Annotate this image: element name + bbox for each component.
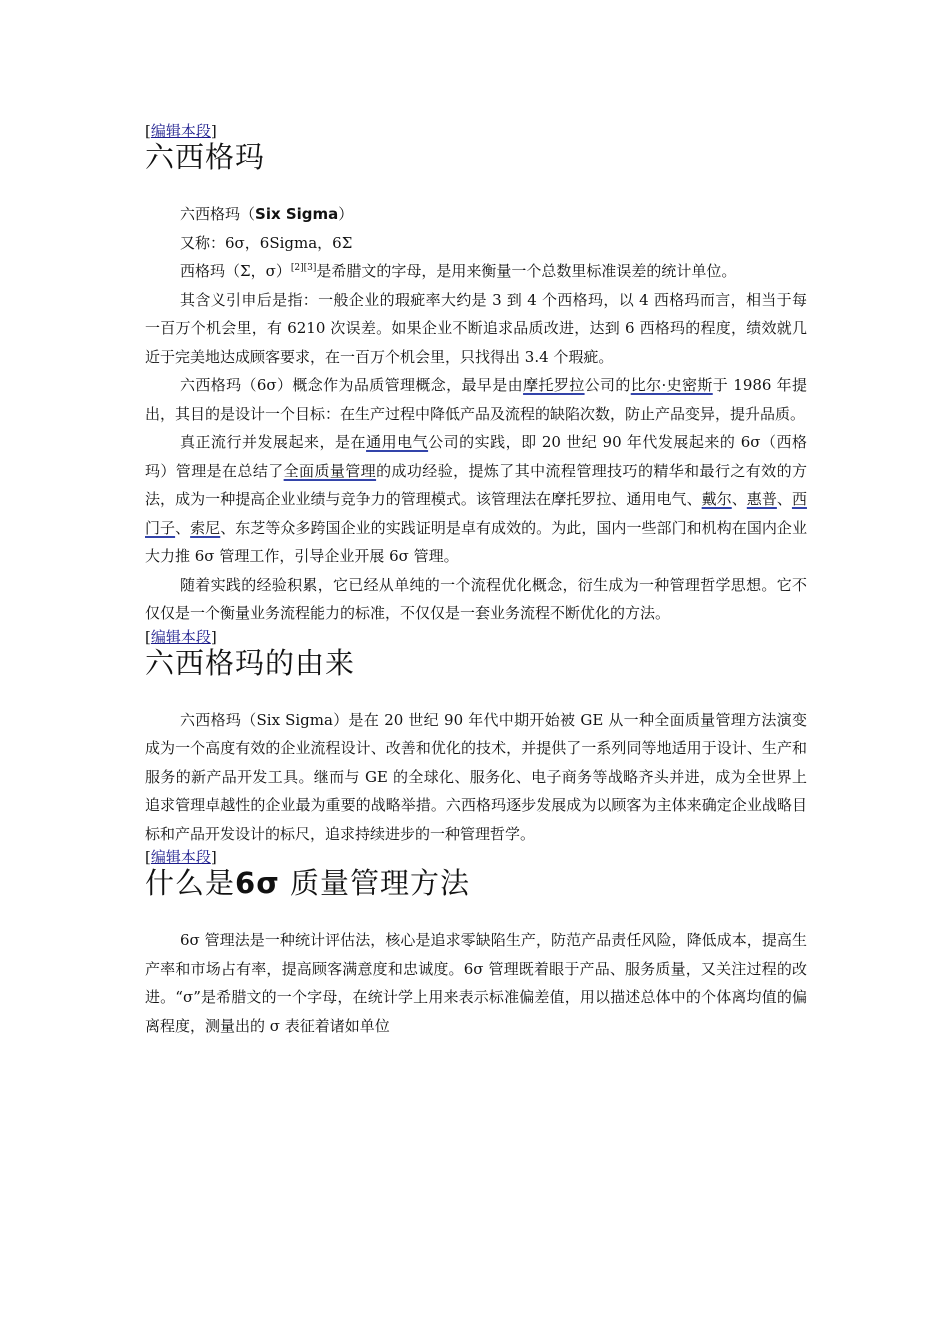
paragraph: 随着实践的经验积累，它已经从单纯的一个流程优化概念，衍生成为一种管理哲学思想。它不仅仅是一个衡量业务流程能力的标准，不仅仅是一套业务流程不断优化的方法。: [145, 575, 807, 622]
link-total-quality-management[interactable]: 全面质量管理: [283, 461, 377, 480]
edit-section-link-2: [编辑本段]: [145, 627, 217, 646]
link-general-electric[interactable]: 通用电气: [366, 433, 429, 451]
link-sony[interactable]: 索尼: [190, 518, 221, 537]
edit-link[interactable]: 编辑本段: [150, 122, 211, 140]
edit-section-link-1: [编辑本段]: [145, 122, 217, 140]
link-dell[interactable]: 戴尔: [701, 490, 732, 508]
link-hp[interactable]: 惠普: [746, 490, 777, 508]
paragraph: 六西格玛（Six Sigma）是在 20 世纪 90 年代中期开始被 GE 从一种全面质量管理方法演变成为一个高度有效的企业流程设计、改善和优化的技术，并提供了一系列同等地适用于设计、生产和服务的新产品开发工具。继而与 GE 的全球化、服务化、电子商务等战略齐头并进，成为全世界上追求管理卓越性的企业最为重要的战略举措。六西格玛逐步发展成为以顾客为主体来确定企业战略目标和产品开发设计的标尺，追求持续进步的一种管理哲学。: [145, 710, 807, 843]
section-title-what-is: 什么是6σ 质量管理方法: [145, 866, 471, 900]
edit-link[interactable]: 编辑本段: [150, 627, 211, 646]
document-content: [145, 122, 807, 1040]
link-siemens[interactable]: 西门子: [145, 490, 807, 537]
edit-link[interactable]: 编辑本段: [150, 848, 211, 866]
paragraph: 六西格玛（Six Sigma）: [180, 205, 354, 223]
paragraph: 真正流行并发展起来，是在通用电气公司的实践，即 20 世纪 90 年代发展起来的 6σ（西格玛）管理是在总结了全面质量管理的成功经验，提炼了其中流程管理技巧的精华和最行之有效的方法，成为一种提高企业业绩与竞争力的管理模式。该管理法在摩托罗拉、通用电气、戴尔、惠普、西门子、索尼、东芝等众多跨国企业的实践证明是卓有成效的。为此，国内一些部门和机构在国内企业大力推 6σ 管理工作，引导企业开展 6σ 管理。: [145, 433, 807, 565]
citation[interactable]: [2][3]: [290, 263, 317, 273]
paragraph: 其含义引申后是指：一般企业的瑕疵率大约是 3 到 4 个西格玛，以 4 西格玛而言，相当于每一百万个机会里，有 6210 次误差。如果企业不断追求品质改进，达到 6 西格玛的程度，绩效就几近于完美地达成顾客要求，在一百万个机会里，只找得出 3.4 个瑕疵。: [145, 290, 807, 366]
section-title-six-sigma: 六西格玛: [145, 140, 266, 174]
paragraph: 6σ 管理法是一种统计评估法，核心是追求零缺陷生产，防范产品责任风险，降低成本，提高生产率和市场占有率，提高顾客满意度和忠诚度。6σ 管理既着眼于产品、服务质量，又关注过程的改进。“σ”是希腊文的一个字母，在统计学上用来表示标准偏差值，用以描述总体中的个体离均值的偏离程度，测量出的 σ 表征着诸如单位: [145, 931, 807, 1035]
paragraph: 西格玛（Σ，σ）[2][3]是希腊文的字母，是用来衡量一个总数里标准误差的统计单位。: [180, 262, 737, 280]
edit-section-link-3: [编辑本段]: [145, 848, 217, 866]
link-bill-smith[interactable]: 比尔·史密斯: [630, 376, 713, 394]
link-motorola[interactable]: 摩托罗拉: [523, 376, 585, 394]
section-title-origin: 六西格玛的由来: [145, 645, 356, 680]
paragraph: 又称：6σ，6Sigma，6Σ: [180, 233, 353, 252]
paragraph: 六西格玛（6σ）概念作为品质管理概念，最早是由摩托罗拉公司的比尔·史密斯于 1986 年提出，其目的是设计一个目标：在生产过程中降低产品及流程的缺陷次数，防止产品变异，提升品质。: [145, 376, 807, 423]
